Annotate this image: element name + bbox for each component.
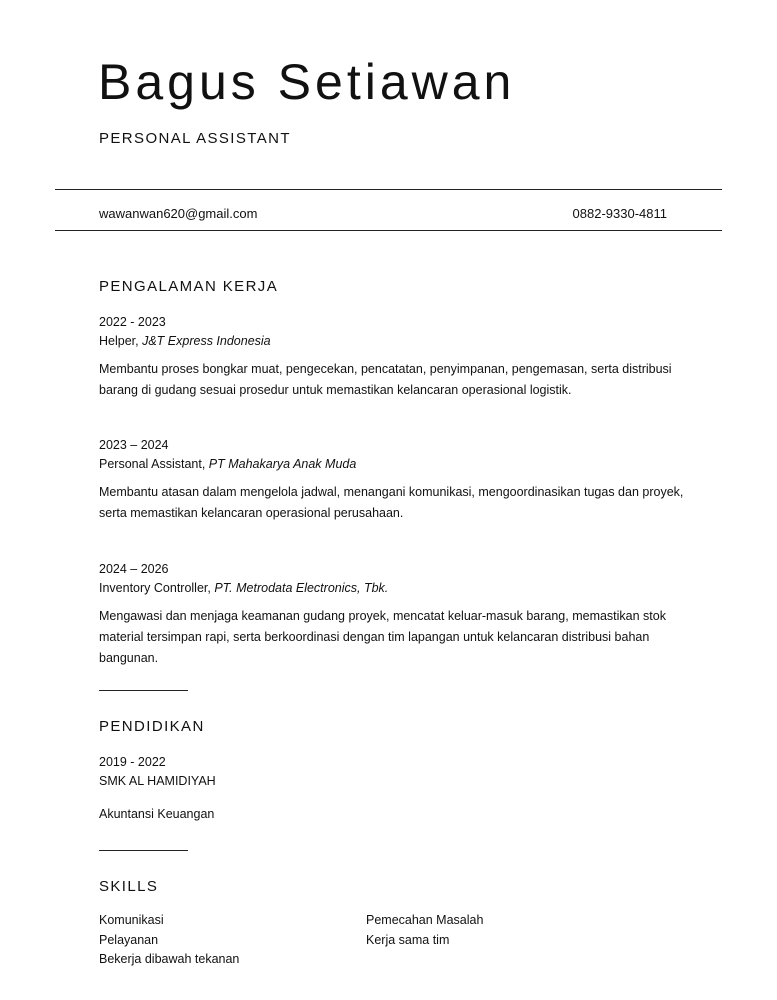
skills-heading: SKILLS — [99, 878, 159, 895]
experience-period: 2022 - 2023 — [99, 315, 166, 329]
skill-item: Pemecahan Masalah — [366, 913, 484, 927]
experience-period: 2024 – 2026 — [99, 562, 169, 576]
skill-item: Komunikasi — [99, 913, 164, 927]
experience-position — [99, 579, 689, 597]
position-title: Helper, — [99, 334, 143, 348]
skill-item: Pelayanan — [99, 932, 159, 947]
experience-description: Membantu proses bongkar muat, pengecekan, pencatatan, penyimpanan, pengemasan, serta distribusi barang di gudang sesuai prosedur untuk memastikan kelancaran operasional logistik. — [99, 362, 672, 397]
contact-top-divider — [55, 189, 722, 190]
education-period: 2019 - 2022 — [99, 755, 166, 769]
position-title: Inventory Controller, — [99, 581, 215, 595]
contact-bottom-divider — [55, 230, 722, 231]
company-name: PT. Metrodata Electronics, Tbk. — [214, 581, 389, 595]
education-major: Akuntansi Keuangan — [99, 807, 215, 821]
experience-position — [99, 332, 689, 350]
skill-item: Bekerja dibawah tekanan — [99, 952, 240, 966]
experience-description: Mengawasi dan menjaga keamanan gudang proyek, mencatat keluar-masuk barang, memastikan stok material tersimpan rapi, serta berkoordinasi dengan tim lapangan untuk kelancaran distribusi bahan bangunan. — [99, 609, 666, 665]
section-divider — [99, 850, 188, 851]
company-name: PT Mahakarya Anak Muda — [208, 457, 357, 471]
phone-text: 0882-9330-4811 — [572, 206, 667, 221]
email-text: wawanwan620@gmail.com — [99, 206, 258, 221]
experience-position — [99, 455, 689, 473]
section-divider — [99, 690, 188, 691]
company-name: J&T Express Indonesia — [142, 334, 271, 348]
experience-description: Membantu atasan dalam mengelola jadwal, menangani komunikasi, mengoordinasikan tugas dan proyek, serta memastikan kelancaran operasional perusahaan. — [99, 485, 684, 520]
experience-item — [99, 560, 689, 669]
experience-heading: PENGALAMAN KERJA — [99, 278, 279, 295]
candidate-name: Bagus Setiawan — [98, 54, 516, 110]
skill-item: Kerja sama tim — [366, 932, 450, 947]
school-name: SMK AL HAMIDIYAH — [99, 774, 216, 788]
experience-item — [99, 436, 689, 524]
candidate-role: PERSONAL ASSISTANT — [99, 130, 291, 147]
experience-item — [99, 313, 689, 401]
skills-list — [99, 911, 579, 970]
position-title: Personal Assistant, — [99, 457, 209, 471]
education-item — [99, 753, 689, 825]
education-heading: PENDIDIKAN — [99, 718, 205, 735]
contact-bar — [99, 205, 667, 223]
experience-period: 2023 – 2024 — [99, 438, 169, 452]
